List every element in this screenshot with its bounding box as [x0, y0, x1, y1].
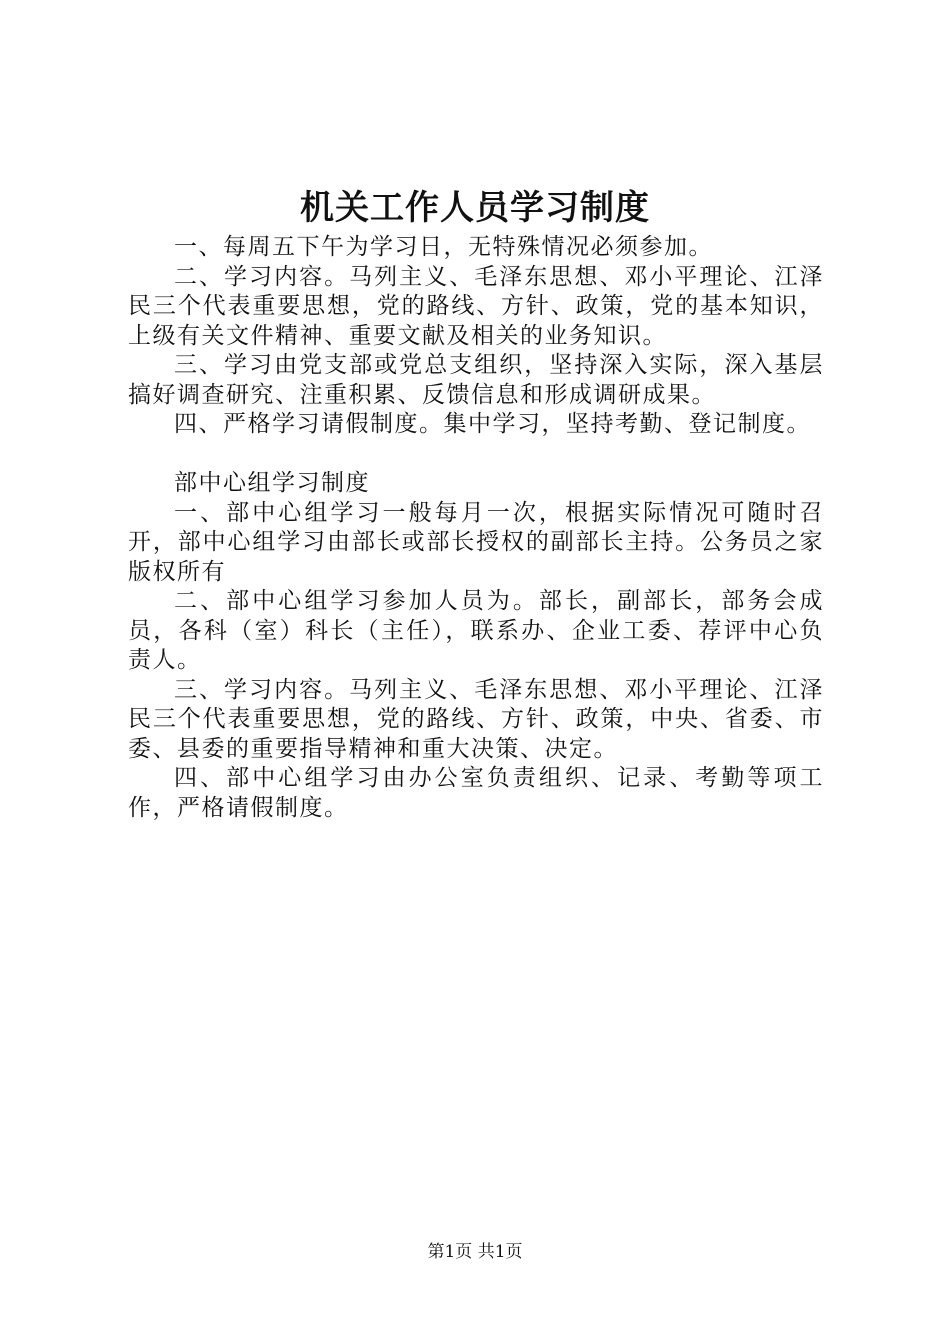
paragraph: 二、部中心组学习参加人员为。部长，副部长，部务会成员，各科（室）科长（主任），联系办、企业工委、荐评中心负责人。: [128, 588, 824, 673]
section-heading: 部中心组学习制度: [174, 470, 370, 496]
paragraph: 三、学习由党支部或党总支组织，坚持深入实际，深入基层搞好调查研究、注重积累、反馈信息和形成调研成果。: [128, 352, 824, 408]
paragraph: 四、严格学习请假制度。集中学习，坚持考勤、登记制度。: [174, 411, 811, 437]
paragraph: 四、部中心组学习由办公室负责组织、记录、考勤等项工作，严格请假制度。: [128, 765, 824, 821]
paragraph: 一、每周五下午为学习日，无特殊情况必须参加。: [174, 234, 713, 260]
page-footer: 第1页 共1页: [427, 1242, 523, 1262]
document-title: 机关工作人员学习制度: [300, 188, 650, 228]
paragraph: 三、学习内容。马列主义、毛泽东思想、邓小平理论、江泽民三个代表重要思想，党的路线、方针、政策，中央、省委、市委、县委的重要指导精神和重大决策、决定。: [128, 676, 824, 762]
document-body: [128, 233, 824, 823]
paragraph: 二、学习内容。马列主义、毛泽东思想、邓小平理论、江泽民三个代表重要思想，党的路线、方针、政策，党的基本知识，上级有关文件精神、重要文献及相关的业务知识。: [128, 263, 824, 349]
paragraph: 一、部中心组学习一般每月一次，根据实际情况可随时召开，部中心组学习由部长或部长授权的副部长主持。公务员之家版权所有: [128, 499, 824, 585]
section-spacer: [128, 440, 824, 470]
